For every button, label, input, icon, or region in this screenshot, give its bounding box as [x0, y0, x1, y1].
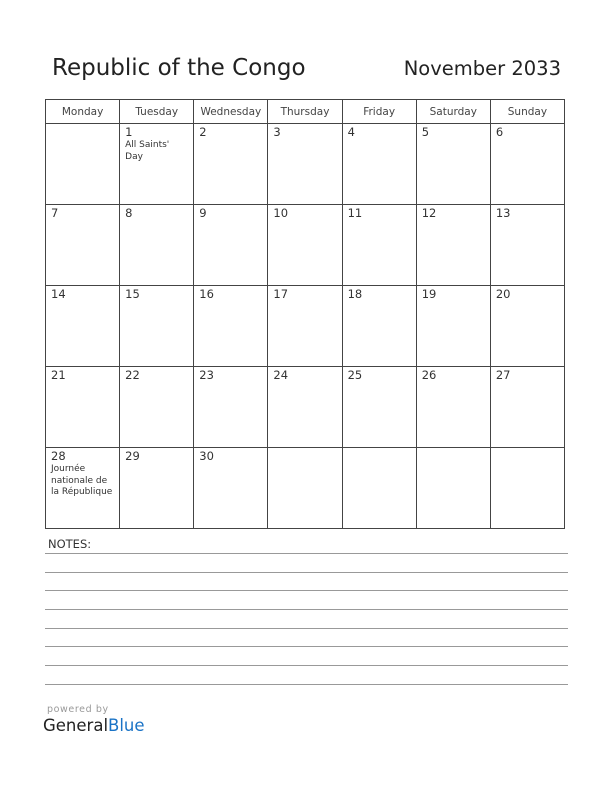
- week-row: [46, 448, 565, 529]
- day-number: 22: [125, 368, 140, 382]
- day-cell: [416, 124, 490, 205]
- notes-line: [45, 609, 568, 610]
- day-cell: [268, 367, 342, 448]
- day-cell: [120, 448, 194, 529]
- day-number: 18: [347, 287, 363, 301]
- weekday-header: Sunday: [490, 100, 564, 124]
- calendar-month-year: November 2033: [403, 57, 561, 80]
- day-cell: [120, 286, 194, 367]
- day-cell: [490, 205, 564, 286]
- day-number: 5: [421, 125, 430, 139]
- weekday-header: Friday: [342, 100, 416, 124]
- day-cell: [194, 124, 268, 205]
- weekday-header: Monday: [46, 100, 120, 124]
- day-cell: [46, 448, 120, 529]
- day-cell: [268, 205, 342, 286]
- weekday-header: Wednesday: [194, 100, 268, 124]
- day-number: 24: [273, 368, 289, 382]
- week-row: [46, 124, 565, 205]
- day-cell: [416, 286, 490, 367]
- day-number: 2: [199, 125, 207, 139]
- day-cell: [268, 124, 342, 205]
- day-number: 27: [495, 368, 511, 382]
- day-number: 20: [495, 287, 511, 301]
- day-number: 4: [347, 125, 355, 139]
- day-cell: [120, 205, 194, 286]
- notes-line: [45, 646, 568, 647]
- notes-line: [45, 628, 568, 629]
- weekday-header: Thursday: [268, 100, 342, 124]
- week-row: [46, 205, 565, 286]
- day-number: 7: [51, 206, 59, 220]
- day-number: 23: [199, 368, 214, 382]
- notes-line: [45, 590, 568, 591]
- day-number: 12: [421, 206, 437, 220]
- day-cell: [490, 367, 564, 448]
- day-number: 11: [347, 206, 363, 220]
- holiday-label: All Saints' Day: [125, 140, 170, 162]
- day-number: 10: [273, 206, 289, 220]
- calendar-grid: [45, 99, 565, 529]
- weekday-header: Saturday: [416, 100, 490, 124]
- notes-line: [45, 665, 568, 666]
- day-cell: [416, 205, 490, 286]
- day-cell: [120, 124, 194, 205]
- weekday-header: Tuesday: [120, 100, 194, 124]
- notes-line: [45, 572, 568, 573]
- brand-general: General: [43, 716, 109, 735]
- calendar-country-title: Republic of the Congo: [52, 55, 306, 81]
- day-number: 14: [51, 287, 66, 301]
- day-number: 26: [421, 368, 437, 382]
- day-cell: [416, 367, 490, 448]
- day-cell: [490, 124, 564, 205]
- day-cell: [490, 286, 564, 367]
- notes-line: [45, 553, 568, 554]
- day-cell: [46, 367, 120, 448]
- day-cell: [268, 286, 342, 367]
- day-cell: [194, 367, 268, 448]
- day-cell: [120, 367, 194, 448]
- powered-by-text: powered by: [47, 704, 109, 715]
- day-number: 19: [421, 287, 437, 301]
- day-cell: [342, 286, 416, 367]
- generalblue-logo[interactable]: [43, 716, 145, 735]
- day-cell: [342, 205, 416, 286]
- day-number: 8: [125, 206, 133, 220]
- day-number: 3: [273, 125, 281, 139]
- day-number: 29: [125, 449, 140, 463]
- day-cell: [342, 124, 416, 205]
- day-number: 21: [51, 368, 66, 382]
- holiday-label: Journée nationale de la République: [51, 464, 113, 497]
- day-number: 28: [51, 449, 66, 463]
- day-number: 6: [495, 125, 504, 139]
- day-cell: [194, 205, 268, 286]
- day-cell: [490, 448, 564, 529]
- weekday-header-row: [46, 100, 565, 124]
- day-number: 15: [125, 287, 140, 301]
- day-number: 16: [199, 287, 214, 301]
- day-cell: [342, 448, 416, 529]
- day-number: 13: [495, 206, 511, 220]
- day-cell: [416, 448, 490, 529]
- day-cell: [268, 448, 342, 529]
- day-number: 25: [347, 368, 363, 382]
- brand-blue: Blue: [108, 716, 145, 735]
- day-number: 17: [273, 287, 289, 301]
- day-number: 30: [199, 449, 214, 463]
- day-number: 1: [125, 125, 133, 139]
- day-cell: [194, 448, 268, 529]
- notes-label: NOTES:: [48, 537, 92, 551]
- day-cell: [46, 205, 120, 286]
- week-row: [46, 367, 565, 448]
- day-cell: [342, 367, 416, 448]
- day-cell: [194, 286, 268, 367]
- week-row: [46, 286, 565, 367]
- day-cell: [46, 286, 120, 367]
- day-cell: [46, 124, 120, 205]
- day-number: 9: [199, 206, 207, 220]
- notes-line: [45, 684, 568, 685]
